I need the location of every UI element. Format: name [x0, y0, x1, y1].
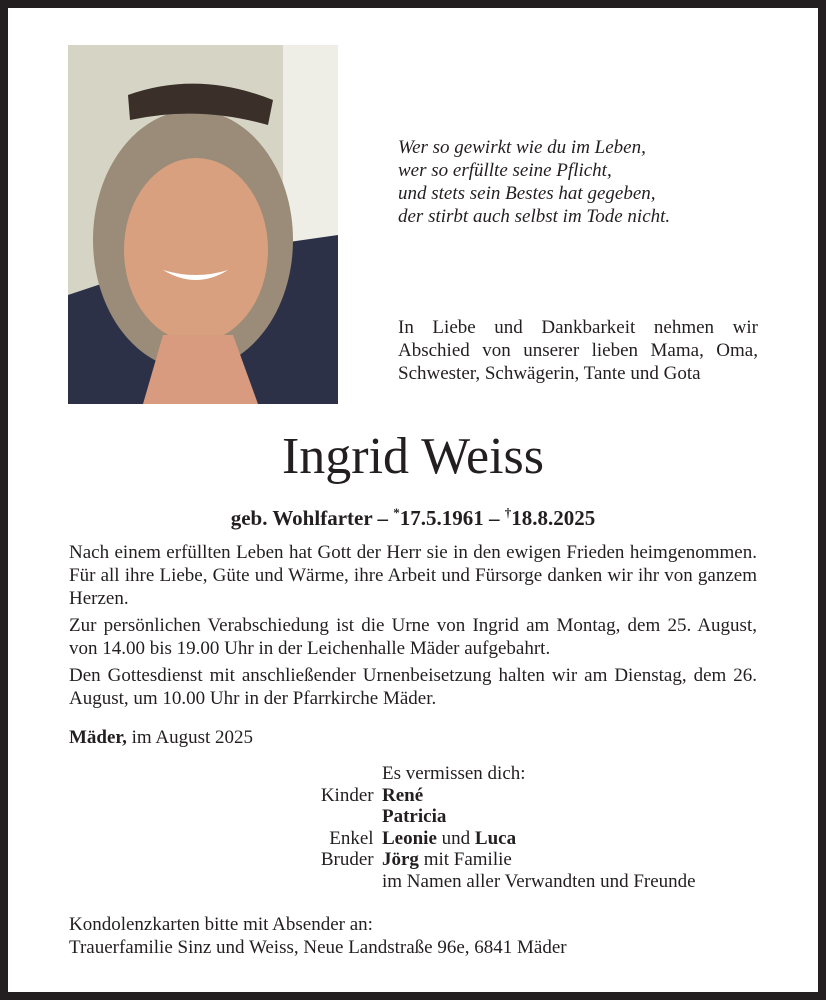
- poem-line: Wer so gewirkt wie du im Leben,: [398, 137, 646, 158]
- paragraph: Den Gottesdienst mit anschließender Urnenbeisetzung halten wir am Dienstag, dem 26. August, um 10.00 Uhr in der Pfarrkirche Mäder.: [69, 665, 757, 709]
- mourners-list: [320, 763, 696, 892]
- label-bruder: Bruder: [320, 849, 374, 870]
- portrait-photo: [68, 45, 338, 404]
- life-dates: [0, 498, 826, 533]
- relatives-line: im Namen aller Verwandten und Freunde: [382, 870, 696, 892]
- child-name: René: [382, 784, 424, 806]
- birth-date: 17.5.1961: [399, 506, 484, 530]
- died-symbol: †: [504, 505, 512, 520]
- death-date: 18.8.2025: [511, 506, 596, 530]
- body-text: [69, 541, 757, 714]
- mourners-heading: Es vermissen dich:: [382, 763, 526, 784]
- with-family: mit Familie: [423, 849, 512, 870]
- footer-line: Trauerfamilie Sinz und Weiss, Neue Landstraße 96e, 6841 Mäder: [69, 937, 567, 958]
- paragraph: Nach einem erfüllten Leben hat Gott der Herr sie in den ewigen Frieden heimgenommen. Für all ihre Liebe, Güte und Wärme, ihre Arbeit und Fürsorge danken wir ihr von ganzem Herzen.: [69, 542, 757, 609]
- child-name: Patricia: [382, 806, 447, 827]
- grandchild-name: Luca: [474, 827, 517, 849]
- birth-name: geb. Wohlfarter: [230, 506, 373, 530]
- separator: –: [377, 506, 389, 530]
- separator: –: [489, 506, 500, 530]
- poem-line: der stirbt auch selbst im Tode nicht.: [398, 206, 671, 227]
- deceased-name: Ingrid Weiss: [281, 428, 545, 485]
- label-enkel: Enkel: [329, 827, 374, 849]
- grandchild-name: Leonie: [382, 827, 437, 849]
- brother-name: Jörg: [382, 849, 419, 870]
- date: im August 2025: [131, 727, 254, 748]
- born-symbol: *: [393, 505, 400, 520]
- poem: [398, 136, 670, 228]
- footer-line: Kondolenzkarten bitte mit Absender an:: [69, 914, 373, 935]
- place-date: [69, 727, 253, 749]
- place: Mäder,: [69, 727, 127, 748]
- poem-line: und stets sein Bestes hat gegeben,: [398, 183, 656, 204]
- label-kinder: Kinder: [320, 784, 374, 806]
- paragraph: Zur persönlichen Verabschiedung ist die Urne von Ingrid am Montag, dem 25. August, von 14.00 bis 19.00 Uhr in der Leichenhalle Mäder aufgebahrt.: [69, 615, 757, 659]
- intro-text: In Liebe und Dankbarkeit nehmen wir Abschied von unserer lieben Mama, Oma, Schwester, Schwägerin, Tante und Gota: [398, 317, 758, 384]
- footer-address: [69, 913, 567, 959]
- conjunction: und: [441, 827, 471, 849]
- poem-line: wer so erfüllte seine Pflicht,: [398, 160, 612, 181]
